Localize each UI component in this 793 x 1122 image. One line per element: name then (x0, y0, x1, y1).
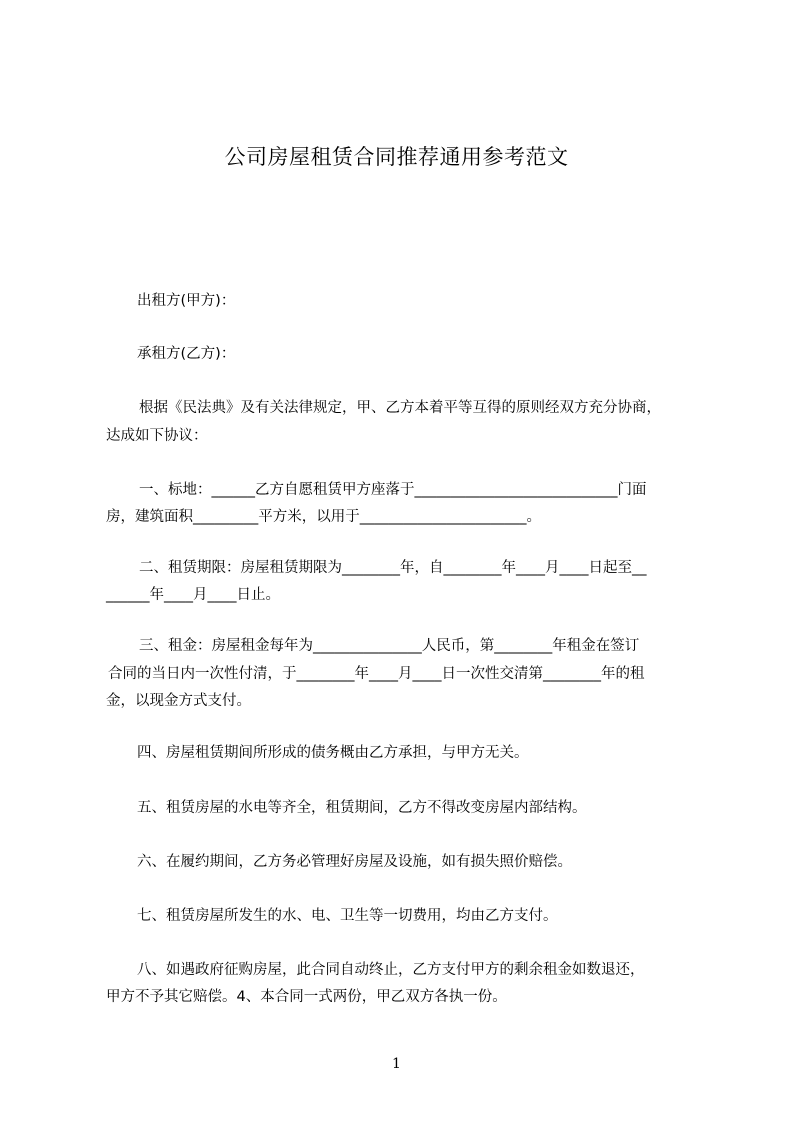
clause-2-line: ______年____月____日止。 (106, 587, 280, 603)
clause-7: 七、租赁房屋所发生的水、电、卫生等一切费用，均由乙方支付。 (137, 908, 558, 924)
clause-3-line: 三、租金：房屋租金每年为_______________人民币，第________年租金在签订 (139, 638, 640, 654)
clause-6: 六、在履约期间，乙方务必管理好房屋及设施，如有损失照价赔偿。 (137, 854, 572, 870)
lessee-label: 承租方(乙方)： (137, 346, 236, 362)
document-title: 公司房屋租赁合同推荐通用参考范文 (224, 145, 569, 169)
lessor-label: 出租方(甲方)： (137, 293, 236, 309)
intro-paragraph-line: 达成如下协议： (106, 428, 208, 444)
intro-paragraph-line: 根据《民法典》及有关法律规定，甲、乙方本着平等互得的原则经双方充分协商， (139, 400, 661, 416)
clause-2-line: 二、租赁期限：房屋租赁期限为________年，自________年____月____日起至__ (139, 560, 647, 576)
clause-5: 五、租赁房屋的水电等齐全，租赁期间，乙方不得改变房屋内部结构。 (137, 800, 587, 816)
clause-8-line: 甲方不予其它赔偿。4、本合同一式两份，甲乙双方各执一份。 (106, 989, 507, 1005)
page-number: 1 (392, 1056, 401, 1072)
clause-3-line: 金，以现金方式支付。 (106, 693, 251, 709)
clause-8-line: 八、如遇政府征购房屋，此合同自动终止，乙方支付甲方的剩余租金如数退还， (137, 962, 645, 978)
clause-4: 四、房屋租赁期间所形成的债务概由乙方承担，与甲方无关。 (137, 745, 529, 761)
clause-3-line: 合同的当日内一次性付清，于________年____月____日一次性交清第________年的租 (108, 666, 645, 682)
clause-1-line: 房，建筑面积_________平方米，以用于_______________________。 (106, 509, 541, 525)
clause-1-line: 一、标地：______乙方自愿租赁甲方座落于____________________________门面 (139, 482, 647, 498)
